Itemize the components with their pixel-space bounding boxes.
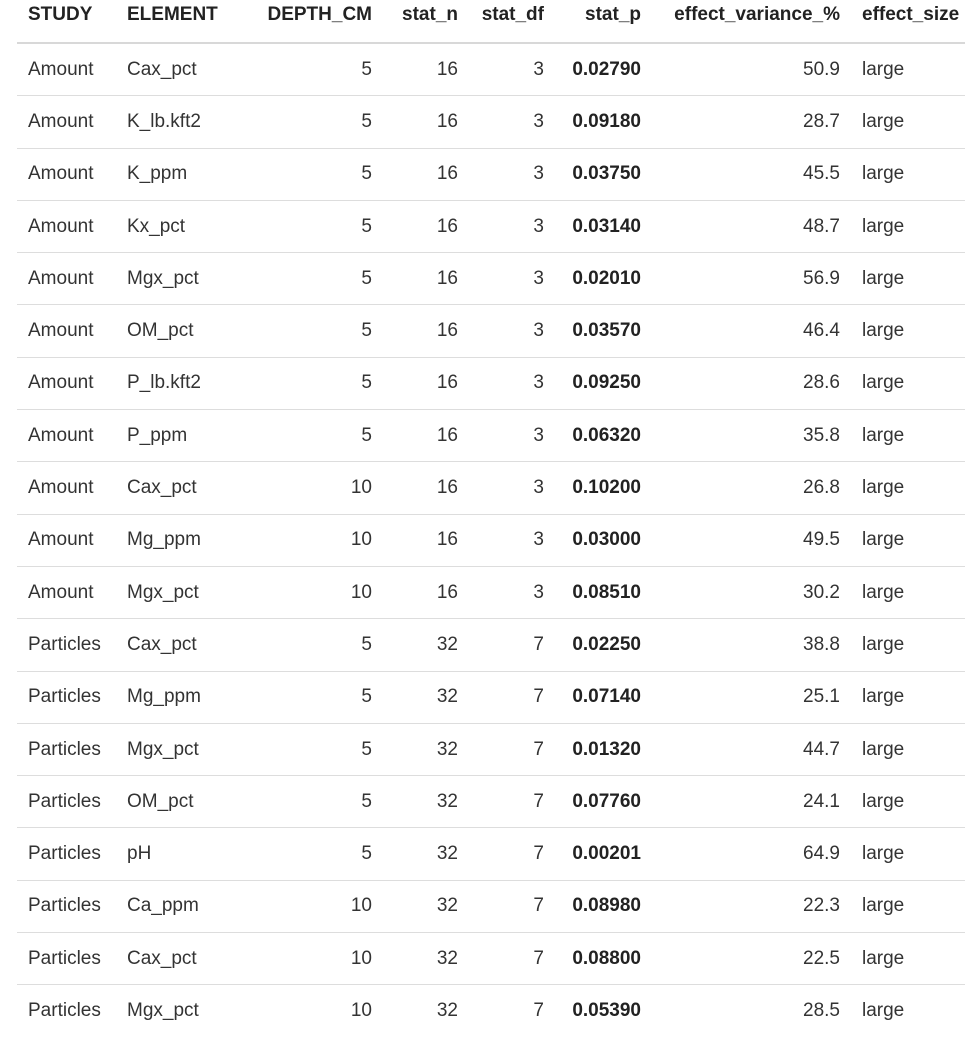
table-row bbox=[17, 985, 965, 1037]
stat-df-cell: 3 bbox=[469, 514, 555, 566]
stat-p-cell: 0.09180 bbox=[555, 96, 652, 148]
stat-p-cell: 0.07140 bbox=[555, 671, 652, 723]
element-cell: P_ppm bbox=[116, 410, 244, 462]
element-cell: Mgx_pct bbox=[116, 566, 244, 618]
effect-size-cell: large bbox=[851, 985, 965, 1037]
depth-cm-cell: 5 bbox=[244, 253, 383, 305]
stat-df-cell: 3 bbox=[469, 357, 555, 409]
stat-n-cell: 32 bbox=[383, 723, 469, 775]
column-header-effect-size[interactable]: effect_size bbox=[851, 0, 965, 43]
table-body bbox=[17, 43, 965, 1037]
stat-df-cell: 7 bbox=[469, 619, 555, 671]
element-cell: pH bbox=[116, 828, 244, 880]
depth-cm-cell: 10 bbox=[244, 933, 383, 985]
study-cell: Amount bbox=[17, 148, 116, 200]
table-row bbox=[17, 619, 965, 671]
stat-df-cell: 3 bbox=[469, 305, 555, 357]
stat-p-cell: 0.03140 bbox=[555, 200, 652, 252]
stat-n-cell: 16 bbox=[383, 566, 469, 618]
stat-p-cell: 0.06320 bbox=[555, 410, 652, 462]
element-cell: Cax_pct bbox=[116, 933, 244, 985]
table-row bbox=[17, 828, 965, 880]
table-row bbox=[17, 933, 965, 985]
study-cell: Particles bbox=[17, 985, 116, 1037]
stat-n-cell: 16 bbox=[383, 357, 469, 409]
stat-df-cell: 3 bbox=[469, 462, 555, 514]
stat-p-cell: 0.08800 bbox=[555, 933, 652, 985]
table-row bbox=[17, 43, 965, 96]
stat-p-cell: 0.02010 bbox=[555, 253, 652, 305]
stat-n-cell: 32 bbox=[383, 619, 469, 671]
element-cell: Cax_pct bbox=[116, 462, 244, 514]
table-row bbox=[17, 410, 965, 462]
study-cell: Particles bbox=[17, 671, 116, 723]
table-row bbox=[17, 776, 965, 828]
effect-size-cell: large bbox=[851, 305, 965, 357]
depth-cm-cell: 10 bbox=[244, 514, 383, 566]
effect-variance-cell: 25.1 bbox=[652, 671, 851, 723]
study-cell: Particles bbox=[17, 933, 116, 985]
stat-n-cell: 32 bbox=[383, 880, 469, 932]
depth-cm-cell: 10 bbox=[244, 462, 383, 514]
element-cell: K_ppm bbox=[116, 148, 244, 200]
effect-size-cell: large bbox=[851, 619, 965, 671]
depth-cm-cell: 5 bbox=[244, 723, 383, 775]
depth-cm-cell: 5 bbox=[244, 619, 383, 671]
study-cell: Amount bbox=[17, 96, 116, 148]
stat-p-cell: 0.02250 bbox=[555, 619, 652, 671]
stat-p-cell: 0.08510 bbox=[555, 566, 652, 618]
study-cell: Amount bbox=[17, 357, 116, 409]
element-cell: P_lb.kft2 bbox=[116, 357, 244, 409]
depth-cm-cell: 10 bbox=[244, 985, 383, 1037]
effect-variance-cell: 38.8 bbox=[652, 619, 851, 671]
study-cell: Amount bbox=[17, 200, 116, 252]
element-cell: Ca_ppm bbox=[116, 880, 244, 932]
stat-df-cell: 3 bbox=[469, 253, 555, 305]
stat-df-cell: 3 bbox=[469, 566, 555, 618]
stat-p-cell: 0.00201 bbox=[555, 828, 652, 880]
stat-df-cell: 7 bbox=[469, 933, 555, 985]
element-cell: Mg_ppm bbox=[116, 514, 244, 566]
stat-n-cell: 16 bbox=[436, 58, 458, 80]
depth-cm-cell: 5 bbox=[244, 410, 383, 462]
table-row bbox=[17, 566, 965, 618]
depth-cm-cell: 5 bbox=[244, 671, 383, 723]
effect-variance-cell: 26.8 bbox=[652, 462, 851, 514]
table-row bbox=[17, 357, 965, 409]
stat-p-cell: 0.02790 bbox=[572, 58, 641, 80]
depth-cm-cell: 10 bbox=[244, 880, 383, 932]
study-cell: Particles bbox=[17, 880, 116, 932]
study-cell: Amount bbox=[28, 58, 94, 80]
study-cell: Amount bbox=[17, 566, 116, 618]
effect-size-cell: large bbox=[851, 776, 965, 828]
effect-variance-cell: 46.4 bbox=[652, 305, 851, 357]
effect-size-cell: large bbox=[851, 880, 965, 932]
element-cell: OM_pct bbox=[116, 305, 244, 357]
element-cell: Cax_pct bbox=[116, 619, 244, 671]
effect-size-cell: large bbox=[851, 514, 965, 566]
table-row bbox=[17, 305, 965, 357]
study-cell: Particles bbox=[17, 723, 116, 775]
stat-n-cell: 32 bbox=[383, 776, 469, 828]
effect-size-cell: large bbox=[851, 200, 965, 252]
study-cell: Particles bbox=[17, 776, 116, 828]
stat-n-cell: 16 bbox=[383, 200, 469, 252]
effect-variance-cell: 28.6 bbox=[652, 357, 851, 409]
table-row bbox=[17, 148, 965, 200]
stat-n-cell: 32 bbox=[383, 985, 469, 1037]
column-header-stat-p[interactable]: stat_p bbox=[555, 0, 652, 43]
stat-n-cell: 16 bbox=[383, 305, 469, 357]
effect-size-cell: large bbox=[851, 723, 965, 775]
effect-size-cell: large bbox=[851, 253, 965, 305]
effect-variance-cell: 56.9 bbox=[652, 253, 851, 305]
table-row bbox=[17, 462, 965, 514]
stat-df-cell: 7 bbox=[469, 776, 555, 828]
stat-n-cell: 16 bbox=[383, 462, 469, 514]
effect-variance-cell: 64.9 bbox=[652, 828, 851, 880]
study-cell: Amount bbox=[17, 462, 116, 514]
table-row bbox=[17, 880, 965, 932]
element-cell: Mgx_pct bbox=[116, 253, 244, 305]
results-table bbox=[17, 0, 965, 1037]
depth-cm-cell: 5 bbox=[244, 776, 383, 828]
column-header-stat-n[interactable]: stat_n bbox=[383, 0, 469, 43]
stat-df-cell: 7 bbox=[469, 723, 555, 775]
study-cell: Amount bbox=[17, 514, 116, 566]
header-row bbox=[17, 0, 965, 43]
study-cell: Particles bbox=[17, 619, 116, 671]
effect-variance-cell: 22.3 bbox=[652, 880, 851, 932]
effect-variance-cell: 45.5 bbox=[652, 148, 851, 200]
element-cell: Cax_pct bbox=[127, 58, 197, 80]
table-row bbox=[17, 723, 965, 775]
effect-variance-cell: 22.5 bbox=[652, 933, 851, 985]
stat-df-cell: 3 bbox=[469, 200, 555, 252]
effect-variance-cell: 28.5 bbox=[652, 985, 851, 1037]
element-cell: Mgx_pct bbox=[116, 723, 244, 775]
stat-df-cell: 3 bbox=[469, 410, 555, 462]
element-cell: Mgx_pct bbox=[116, 985, 244, 1037]
effect-size-cell: large bbox=[862, 58, 905, 80]
effect-variance-cell: 44.7 bbox=[652, 723, 851, 775]
effect-size-cell: large bbox=[851, 96, 965, 148]
stat-df-cell: 3 bbox=[469, 148, 555, 200]
stat-p-cell: 0.05390 bbox=[555, 985, 652, 1037]
stat-n-cell: 16 bbox=[383, 410, 469, 462]
effect-size-cell: large bbox=[851, 357, 965, 409]
table-header bbox=[17, 0, 965, 43]
depth-cm-cell: 5 bbox=[244, 96, 383, 148]
stat-n-cell: 32 bbox=[383, 671, 469, 723]
stat-n-cell: 32 bbox=[383, 828, 469, 880]
element-cell: K_lb.kft2 bbox=[116, 96, 244, 148]
effect-variance-cell: 24.1 bbox=[652, 776, 851, 828]
element-cell: Kx_pct bbox=[116, 200, 244, 252]
stat-df-cell: 7 bbox=[469, 880, 555, 932]
depth-cm-cell: 5 bbox=[244, 357, 383, 409]
stat-df-cell: 3 bbox=[533, 58, 544, 80]
table-row bbox=[17, 200, 965, 252]
stat-p-cell: 0.03570 bbox=[555, 305, 652, 357]
effect-variance-cell: 50.9 bbox=[803, 58, 840, 80]
stat-n-cell: 16 bbox=[383, 253, 469, 305]
effect-size-cell: large bbox=[851, 148, 965, 200]
column-header-depth-cm[interactable]: DEPTH_CM bbox=[244, 0, 383, 43]
stat-df-cell: 7 bbox=[469, 671, 555, 723]
depth-cm-cell: 5 bbox=[244, 200, 383, 252]
column-header-element[interactable]: ELEMENT bbox=[116, 0, 244, 43]
study-cell: Amount bbox=[17, 253, 116, 305]
stat-n-cell: 16 bbox=[383, 148, 469, 200]
stat-n-cell: 32 bbox=[383, 933, 469, 985]
effect-variance-cell: 35.8 bbox=[652, 410, 851, 462]
study-cell: Amount bbox=[17, 410, 116, 462]
depth-cm-cell: 5 bbox=[244, 148, 383, 200]
effect-size-cell: large bbox=[851, 566, 965, 618]
effect-variance-cell: 30.2 bbox=[652, 566, 851, 618]
table-row bbox=[17, 671, 965, 723]
effect-size-cell: large bbox=[851, 671, 965, 723]
study-cell: Amount bbox=[17, 305, 116, 357]
stat-df-cell: 3 bbox=[469, 96, 555, 148]
table-row bbox=[17, 514, 965, 566]
depth-cm-cell: 10 bbox=[244, 566, 383, 618]
effect-size-cell: large bbox=[851, 828, 965, 880]
table-row bbox=[17, 96, 965, 148]
element-cell: OM_pct bbox=[116, 776, 244, 828]
depth-cm-cell: 5 bbox=[361, 58, 372, 80]
column-header-stat-df[interactable]: stat_df bbox=[469, 0, 555, 43]
effect-size-cell: large bbox=[851, 933, 965, 985]
study-cell: Particles bbox=[17, 828, 116, 880]
stat-n-cell: 16 bbox=[383, 514, 469, 566]
effect-variance-cell: 28.7 bbox=[652, 96, 851, 148]
column-header-effect-variance[interactable]: effect_variance_% bbox=[652, 0, 851, 43]
table-row bbox=[17, 253, 965, 305]
stat-df-cell: 7 bbox=[469, 985, 555, 1037]
effect-variance-cell: 48.7 bbox=[652, 200, 851, 252]
stat-p-cell: 0.09250 bbox=[555, 357, 652, 409]
element-cell: Mg_ppm bbox=[116, 671, 244, 723]
stat-p-cell: 0.03750 bbox=[555, 148, 652, 200]
stat-p-cell: 0.08980 bbox=[555, 880, 652, 932]
column-header-study[interactable]: STUDY bbox=[17, 0, 116, 43]
stat-n-cell: 16 bbox=[383, 96, 469, 148]
depth-cm-cell: 5 bbox=[244, 305, 383, 357]
stat-p-cell: 0.03000 bbox=[555, 514, 652, 566]
effect-variance-cell: 49.5 bbox=[652, 514, 851, 566]
stat-df-cell: 7 bbox=[469, 828, 555, 880]
stat-p-cell: 0.01320 bbox=[555, 723, 652, 775]
depth-cm-cell: 5 bbox=[244, 828, 383, 880]
effect-size-cell: large bbox=[851, 462, 965, 514]
stat-p-cell: 0.07760 bbox=[555, 776, 652, 828]
stat-p-cell: 0.10200 bbox=[555, 462, 652, 514]
effect-size-cell: large bbox=[851, 410, 965, 462]
